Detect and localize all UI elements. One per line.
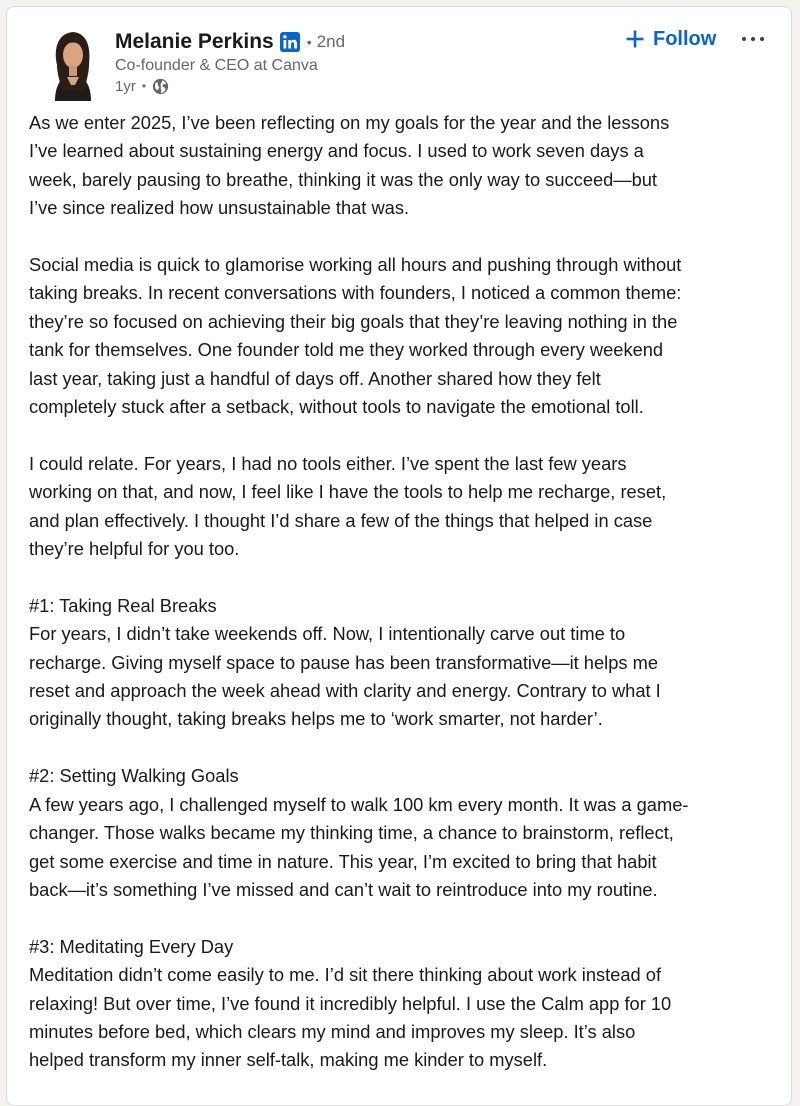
post-text-line: and plan effectively. I thought I’d share a few of the things that helped in case xyxy=(29,509,653,531)
post-text-line: recharge. Giving myself space to pause has been transformative—it helps me xyxy=(29,651,658,673)
post-paragraph xyxy=(29,251,785,421)
post-text-line: get some exercise and time in nature. This year, I’m excited to bring that habit xyxy=(29,850,657,872)
post-text-line: week, barely pausing to breathe, thinking it was the only way to succeed—but xyxy=(29,168,658,190)
linkedin-icon xyxy=(280,32,300,52)
post-text-line: I’ve since realized how unsustainable that was. xyxy=(29,197,410,219)
post-text-line: they’re helpful for you too. xyxy=(29,538,240,560)
post-text-line: minutes before bed, which clears my mind and improves my sleep. It’s also xyxy=(29,1020,636,1042)
post-meta xyxy=(115,75,169,97)
avatar-photo xyxy=(45,25,101,101)
author-headline: Co-founder & CEO at Canva xyxy=(115,57,318,74)
post-text-line: #1: Taking Real Breaks xyxy=(29,594,217,616)
post-text-line: reset and approach the week ahead with clarity and energy. Contrary to what I xyxy=(29,680,661,702)
author-name-row xyxy=(115,27,345,57)
follow-button[interactable] xyxy=(615,21,726,57)
post-text-line: working on that, and now, I feel like I have the tools to help me recharge, reset, xyxy=(29,481,667,503)
post-text-line: A few years ago, I challenged myself to walk 100 km every month. It was a game- xyxy=(29,793,689,815)
plus-icon xyxy=(625,29,645,49)
post-time: 1yr xyxy=(115,77,136,95)
avatar[interactable] xyxy=(45,25,101,101)
post-body xyxy=(29,109,785,1103)
post-text-line: last year, taking just a handful of days off. Another shared how they felt xyxy=(29,367,601,389)
post-text-line: For years, I didn’t take weekends off. Now, I intentionally carve out time to xyxy=(29,623,626,645)
post-card xyxy=(6,6,792,1106)
post-text-line: tank for themselves. One founder told me they worked through every weekend xyxy=(29,339,664,361)
post-paragraph xyxy=(29,109,785,223)
author-name[interactable]: Melanie Perkins xyxy=(115,30,274,53)
post-text-line: #2: Setting Walking Goals xyxy=(29,765,239,787)
post-text-line: relaxing! But over time, I’ve found it incredibly helpful. I use the Calm app for 10 xyxy=(29,992,672,1014)
post-paragraph xyxy=(29,592,785,734)
post-header xyxy=(7,7,792,107)
post-text-line: they’re so focused on achieving their big goals that they’re leaving nothing in the xyxy=(29,310,678,332)
separator-dot: • xyxy=(306,34,312,50)
post-text-line: Social media is quick to glamorise working all hours and pushing through without xyxy=(29,254,682,276)
post-text-line: #3: Meditating Every Day xyxy=(29,935,234,957)
post-text-line: I could relate. For years, I had no tools either. I’ve spent the last few years xyxy=(29,452,627,474)
post-text-line: helped transform my inner self-talk, making me kinder to myself. xyxy=(29,1049,548,1071)
post-text-line: taking breaks. In recent conversations with founders, I noticed a common theme: xyxy=(29,282,682,304)
post-text-line: Meditation didn’t come easily to me. I’d sit there thinking about work instead of xyxy=(29,964,662,986)
follow-label: Follow xyxy=(653,27,717,50)
separator-dot: • xyxy=(141,79,147,93)
post-text-line: completely stuck after a setback, without tools to navigate the emotional toll. xyxy=(29,396,644,418)
post-paragraph xyxy=(29,933,785,1075)
more-horizontal-icon[interactable] xyxy=(735,23,771,55)
post-text-line: originally thought, taking breaks helps me to ‘work smarter, not harder’. xyxy=(29,708,603,730)
post-text-line: I’ve learned about sustaining energy and focus. I used to work seven days a xyxy=(29,140,644,162)
post-text-line: back—it’s something I’ve missed and can’t wait to reintroduce into my routine. xyxy=(29,878,658,900)
post-text-line: As we enter 2025, I’ve been reflecting on my goals for the year and the lessons xyxy=(29,112,670,133)
post-paragraph xyxy=(29,762,785,904)
post-paragraph xyxy=(29,450,785,564)
post-text-line: changer. Those walks became my thinking time, a chance to brainstorm, reflect, xyxy=(29,822,674,844)
globe-icon xyxy=(152,78,169,95)
connection-degree: 2nd xyxy=(316,32,346,51)
